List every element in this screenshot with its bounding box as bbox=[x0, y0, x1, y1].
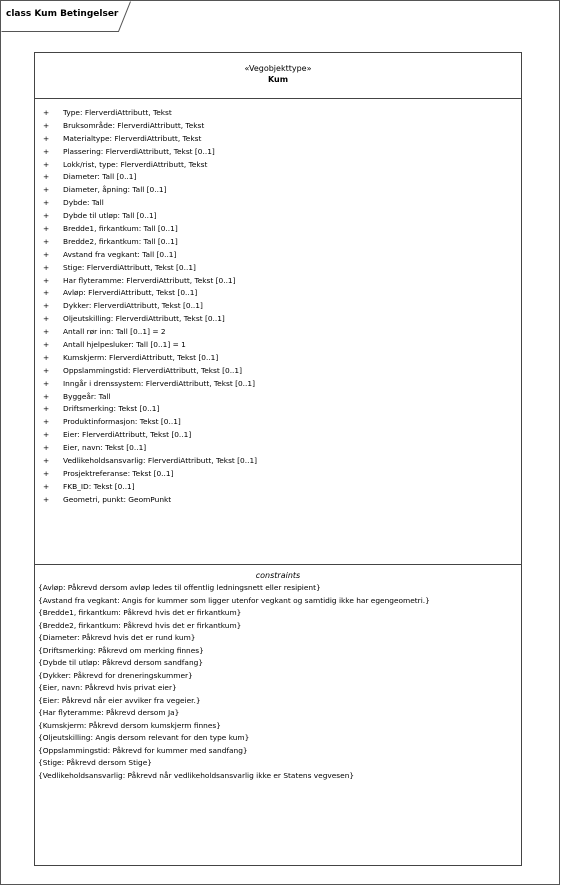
attribute-row bbox=[35, 481, 521, 494]
attribute-visibility: + bbox=[43, 224, 50, 234]
attribute-visibility: + bbox=[43, 185, 50, 195]
attribute-text: Oppslammingstid: FlerverdiAttributt, Tekst [0..1] bbox=[63, 365, 242, 375]
attribute-text: Diameter: Tall [0..1] bbox=[63, 172, 137, 182]
attribute-text: Antall hjelpesluker: Tall [0..1] = 1 bbox=[63, 340, 186, 350]
constraint-item: {Bredde2, firkantkum: Påkrevd hvis det er firkantkum} bbox=[38, 620, 242, 630]
constraint-item: {Eier: Påkrevd når eier avviker fra vegeier.} bbox=[38, 695, 201, 705]
constraints-compartment bbox=[35, 565, 521, 782]
attribute-row bbox=[35, 468, 521, 481]
attribute-visibility: + bbox=[43, 236, 50, 246]
constraints-list bbox=[35, 582, 521, 782]
attribute-text: Avløp: FlerverdiAttributt, Tekst [0..1] bbox=[63, 288, 198, 298]
constraint-item: {Har flyteramme: Påkrevd dersom Ja} bbox=[38, 708, 180, 717]
attribute-visibility: + bbox=[43, 198, 50, 208]
attribute-text: Stige: FlerverdiAttributt, Tekst [0..1] bbox=[63, 262, 196, 272]
attribute-visibility: + bbox=[43, 211, 50, 221]
attribute-row bbox=[35, 352, 521, 365]
constraint-item: {Oppslammingstid: Påkrevd for kummer med sandfang} bbox=[38, 745, 248, 755]
attribute-visibility: + bbox=[43, 443, 50, 453]
constraint-item: {Kumskjerm: Påkrevd dersom kumskjerm finnes} bbox=[38, 720, 221, 730]
constraint-item: {Avstand fra vegkant: Angis for kummer som ligger utenfor vegkant og samtidig ikke har egengeometri.} bbox=[38, 595, 430, 605]
attribute-text: Dykker: FlerverdiAttributt, Tekst [0..1] bbox=[63, 301, 203, 311]
attribute-visibility: + bbox=[43, 481, 50, 491]
attribute-visibility: + bbox=[43, 159, 50, 169]
attribute-visibility: + bbox=[43, 301, 50, 311]
attribute-text: Plassering: FlerverdiAttributt, Tekst [0..1] bbox=[63, 146, 215, 156]
attribute-text: Type: FlerverdiAttributt, Tekst bbox=[63, 108, 172, 117]
attribute-visibility: + bbox=[43, 262, 50, 272]
attribute-visibility: + bbox=[43, 288, 50, 298]
attribute-text: Diameter, åpning: Tall [0..1] bbox=[63, 185, 167, 195]
attribute-text: Dybde til utløp: Tall [0..1] bbox=[63, 211, 157, 221]
attribute-row bbox=[35, 171, 521, 184]
attribute-row bbox=[35, 494, 521, 507]
attribute-row bbox=[35, 455, 521, 468]
attribute-visibility: + bbox=[43, 468, 50, 478]
attribute-row bbox=[35, 339, 521, 352]
constraint-item: {Dykker: Påkrevd for dreneringskummer} bbox=[38, 670, 193, 680]
attribute-text: Lokk/rist, type: FlerverdiAttributt, Tekst bbox=[63, 159, 208, 169]
attribute-text: Geometri, punkt: GeomPunkt bbox=[63, 494, 172, 504]
attribute-visibility: + bbox=[43, 108, 50, 117]
attribute-visibility: + bbox=[43, 378, 50, 388]
class-header bbox=[35, 53, 521, 99]
attribute-text: Vedlikeholdsansvarlig: FlerverdiAttributt, Tekst [0..1] bbox=[63, 456, 258, 466]
attribute-row bbox=[35, 262, 521, 275]
attribute-row bbox=[35, 146, 521, 159]
attribute-text: Byggeår: Tall bbox=[63, 391, 111, 401]
attribute-row bbox=[35, 120, 521, 133]
attribute-text: Bruksområde: FlerverdiAttributt, Tekst bbox=[63, 120, 205, 130]
class-kum[interactable] bbox=[34, 52, 522, 866]
attribute-text: Eier: FlerverdiAttributt, Tekst [0..1] bbox=[63, 430, 192, 440]
attribute-row bbox=[35, 275, 521, 288]
attribute-row bbox=[35, 133, 521, 146]
attribute-visibility: + bbox=[43, 172, 50, 182]
attribute-visibility: + bbox=[43, 275, 50, 285]
attribute-visibility: + bbox=[43, 340, 50, 350]
class-stereotype: «Vegobjekttype» bbox=[244, 64, 312, 73]
constraint-item: {Driftsmerking: Påkrevd om merking finnes} bbox=[38, 645, 204, 655]
attribute-row bbox=[35, 223, 521, 236]
attribute-row bbox=[35, 365, 521, 378]
attribute-text: Eier, navn: Tekst [0..1] bbox=[63, 443, 147, 453]
attribute-row bbox=[35, 236, 521, 249]
attribute-visibility: + bbox=[43, 327, 50, 337]
attribute-row bbox=[35, 210, 521, 223]
attribute-visibility: + bbox=[43, 146, 50, 156]
attribute-text: Bredde1, firkantkum: Tall [0..1] bbox=[63, 224, 178, 234]
attribute-text: Antall rør inn: Tall [0..1] = 2 bbox=[63, 327, 166, 337]
attribute-row bbox=[35, 403, 521, 416]
attribute-text: Produktinformasjon: Tekst [0..1] bbox=[63, 417, 181, 427]
attribute-visibility: + bbox=[43, 430, 50, 440]
attribute-visibility: + bbox=[43, 417, 50, 427]
attribute-visibility: + bbox=[43, 249, 50, 259]
attributes-compartment bbox=[35, 99, 521, 565]
attribute-visibility: + bbox=[43, 120, 50, 130]
attribute-text: Har flyteramme: FlerverdiAttributt, Tekst [0..1] bbox=[63, 275, 236, 285]
attribute-text: Inngår i drenssystem: FlerverdiAttributt, Tekst [0..1] bbox=[63, 378, 255, 388]
attribute-visibility: + bbox=[43, 404, 50, 414]
attribute-visibility: + bbox=[43, 456, 50, 466]
attribute-row bbox=[35, 429, 521, 442]
attribute-visibility: + bbox=[43, 352, 50, 362]
attribute-text: Prosjektreferanse: Tekst [0..1] bbox=[63, 468, 174, 478]
diagram-title: class Kum Betingelser bbox=[6, 9, 119, 19]
attribute-visibility: + bbox=[43, 391, 50, 401]
attribute-text: Materialtype: FlerverdiAttributt, Tekst bbox=[63, 133, 202, 143]
constraints-title: constraints bbox=[255, 571, 301, 580]
attribute-text: Oljeutskilling: FlerverdiAttributt, Tekst [0..1] bbox=[63, 314, 225, 324]
attribute-text: Avstand fra vegkant: Tall [0..1] bbox=[63, 249, 177, 259]
attribute-row bbox=[35, 249, 521, 262]
attribute-row bbox=[35, 326, 521, 339]
constraint-item: {Avløp: Påkrevd dersom avløp ledes til offentlig ledningsnett eller resipient} bbox=[38, 583, 321, 592]
attribute-visibility: + bbox=[43, 133, 50, 143]
constraint-item: {Stige: Påkrevd dersom Stige} bbox=[38, 758, 152, 767]
attribute-text: FKB_ID: Tekst [0..1] bbox=[63, 481, 135, 491]
constraint-item: {Bredde1, firkantkum: Påkrevd hvis det er firkantkum} bbox=[38, 608, 242, 617]
constraint-item: {Oljeutskilling: Angis dersom relevant for den type kum} bbox=[38, 733, 250, 742]
attribute-row bbox=[35, 391, 521, 404]
attribute-row bbox=[35, 159, 521, 172]
attribute-row bbox=[35, 300, 521, 313]
constraint-item: {Dybde til utløp: Påkrevd dersom sandfang} bbox=[38, 658, 204, 667]
attribute-row bbox=[35, 313, 521, 326]
attribute-visibility: + bbox=[43, 314, 50, 324]
constraint-item: {Eier, navn: Påkrevd hvis privat eier} bbox=[38, 683, 177, 692]
attribute-visibility: + bbox=[43, 365, 50, 375]
attribute-row bbox=[35, 197, 521, 210]
attribute-text: Kumskjerm: FlerverdiAttributt, Tekst [0..1] bbox=[63, 352, 219, 362]
attribute-text: Bredde2, firkantkum: Tall [0..1] bbox=[63, 236, 178, 246]
attribute-row bbox=[35, 416, 521, 429]
attribute-text: Dybde: Tall bbox=[63, 198, 104, 208]
attribute-text: Driftsmerking: Tekst [0..1] bbox=[63, 404, 160, 414]
constraint-item: {Diameter: Påkrevd hvis det er rund kum} bbox=[38, 633, 196, 642]
class-name: Kum bbox=[267, 75, 289, 84]
attribute-row bbox=[35, 107, 521, 120]
attribute-row bbox=[35, 184, 521, 197]
attribute-row bbox=[35, 442, 521, 455]
attribute-row bbox=[35, 287, 521, 300]
constraint-item: {Vedlikeholdsansvarlig: Påkrevd når vedlikeholdsansvarlig ikke er Statens vegvesen} bbox=[38, 770, 355, 780]
attribute-row bbox=[35, 378, 521, 391]
attribute-visibility: + bbox=[43, 494, 50, 504]
